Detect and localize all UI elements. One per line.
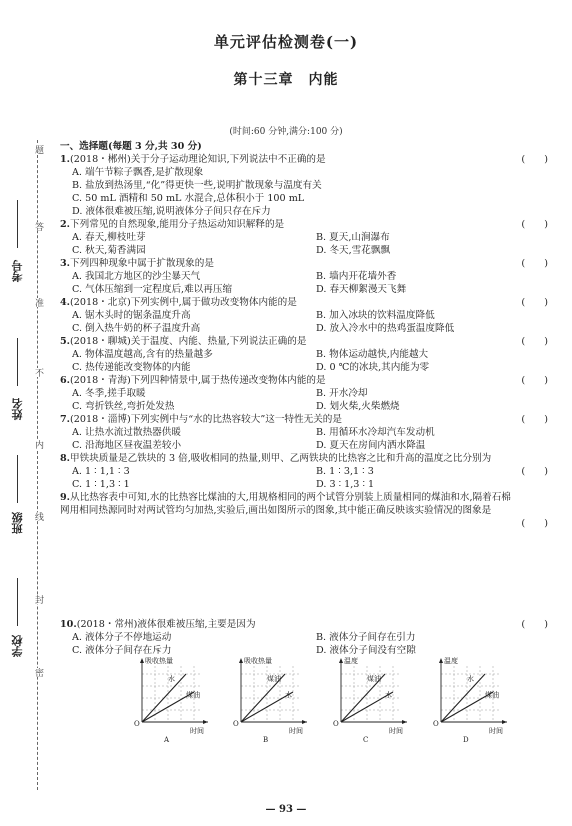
option-list [60,631,560,657]
option[interactable]: D. 放入冷水中的热鸡蛋温度降低 [316,323,455,334]
section-heading: 一、选择题(每题 3 分,共 30 分) [60,141,202,152]
graph-letter: A [164,736,170,744]
y-axis-label: 吸收热量 [244,657,272,665]
question-number: 2. [60,219,71,230]
y-axis-label: 温度 [444,657,458,665]
x-axis-arrow [502,720,507,724]
question-stem [60,491,560,517]
field-label-exam-number: 考号 [11,260,24,282]
answer-blank[interactable]: ( ) [521,619,548,630]
graph-letter: D [463,736,469,744]
graph-a [130,656,212,746]
question [60,452,560,491]
question-stem [60,452,560,465]
x-axis-arrow [402,720,407,724]
option[interactable]: A. 端午节粽子飘香,是扩散现象 [72,167,204,178]
question-stem [60,296,560,309]
y-axis-label: 温度 [344,657,358,665]
question-text: (2018・聊城)关于温度、内能、热量,下列说法正确的是 [70,336,307,347]
question-text: (2018・郴州)关于分子运动理论知识,下列说法中不正确的是 [70,154,326,165]
question [60,218,560,257]
series-label-upper: 煤油 [267,675,281,683]
question-stem [60,153,560,166]
option[interactable]: A. 让热水流过散热器供暖 [72,427,181,438]
graph-space [60,517,560,618]
question-text: 下列常见的自然现象,能用分子热运动知识解释的是 [70,219,285,230]
question-stem [60,413,560,426]
option[interactable]: D. 液体分子间没有空隙 [316,645,416,656]
question-text: (2018・北京)下列实例中,属于做功改变物体内能的是 [70,297,297,308]
option[interactable]: A. 冬季,搓手取暖 [72,388,146,399]
answer-blank[interactable]: ( ) [521,375,548,386]
y-axis-label: 吸收热量 [145,657,173,665]
question-text: (2018・常州)液体很难被压缩,主要是因为 [76,619,256,630]
option[interactable]: D. 3 ∶ 1,3 ∶ 1 [316,479,375,490]
option-list [60,309,560,335]
answer-blank[interactable]: ( ) [521,466,548,477]
option[interactable]: D. 0 ℃的冰块,其内能为零 [316,362,430,373]
answer-blank[interactable]: ( ) [521,414,548,425]
seal-char: 封 [33,595,43,604]
y-axis-arrow [140,658,144,663]
graph-d [429,656,511,746]
field-line-exam-number[interactable] [17,200,18,248]
option[interactable]: C. 秋天,菊香满园 [72,245,146,256]
question [60,296,560,335]
series-label-upper: 煤油 [367,675,381,683]
option[interactable]: B. 夏天,山涧瀑布 [316,232,390,243]
option[interactable]: B. 加入冰块的饮料温度降低 [316,310,435,321]
question-number: 10. [60,619,77,630]
seal-char: 密 [33,668,43,677]
question [60,335,560,374]
option[interactable]: A. 锯木头时的锯条温度升高 [72,310,191,321]
option[interactable]: D. 冬天,雪花飘飘 [316,245,391,256]
series-label-lower: 煤油 [186,691,200,699]
option[interactable]: C. 热传递能改变物体的内能 [72,362,191,373]
option[interactable]: D. 夏天在房间内洒水降温 [316,440,426,451]
option[interactable]: A. 春天,柳枝吐芽 [72,232,146,243]
series-label-upper: 水 [467,675,474,683]
question-number: 4. [60,297,71,308]
option[interactable]: B. 开水冷却 [316,388,368,399]
graph-plot [229,656,311,734]
x-axis-label: 时间 [389,727,403,735]
seal-char: 线 [33,512,43,521]
x-axis-arrow [302,720,307,724]
question-number: 3. [60,258,71,269]
x-axis-label: 时间 [489,727,503,735]
question-text: 甲铁块质量是乙铁块的 3 倍,吸收相同的热量,则甲、乙两铁块的比热容之比和升高的温度之比分别为 [70,453,492,464]
answer-blank[interactable]: ( ) [521,154,548,165]
graph-c [329,656,411,746]
exam-meta: (时间:60 分钟,满分:100 分) [229,127,343,137]
option[interactable]: A. 液体分子不停地运动 [72,632,172,643]
option[interactable]: B. 墙内开花墙外香 [316,271,397,282]
option[interactable]: D. 液体很难被压缩,说明液体分子间只存在斥力 [72,206,271,217]
option[interactable]: B. 物体运动越快,内能越大 [316,349,429,360]
question-stem [60,618,560,631]
option[interactable]: C. 弯折铁丝,弯折处发热 [72,401,175,412]
page-number: — 93 — [265,804,307,815]
field-line-class[interactable] [17,455,18,503]
seal-char: 准 [33,298,43,307]
question-text: 从比热容表中可知,水的比热容比煤油的大,用规格相同的两个试管分别装上质量相同的煤油和水,隔着石棉网用相同热源同时对两试管均匀加热,实验后,画出如图所示的图象,其中能正确反映该实验情况的图象是 [60,492,511,516]
chapter-title: 第十三章 内能 [233,72,339,88]
answer-blank[interactable]: ( ) [521,336,548,347]
question-number: 8. [60,453,71,464]
option-list [60,348,560,374]
option-list [60,387,560,413]
question-stem [60,218,560,231]
option[interactable]: C. 沿海地区昼夜温差较小 [72,440,182,451]
option[interactable]: C. 气体压缩到一定程度后,难以再压缩 [72,284,233,295]
option[interactable]: A. 物体温度越高,含有的热量越多 [72,349,213,360]
graph-letter: B [263,736,269,744]
field-line-name[interactable] [17,338,18,386]
question-stem [60,257,560,270]
option[interactable]: C. 倒入热牛奶的杯子温度升高 [72,323,201,334]
page-title: 单元评估检测卷(一) [213,33,359,51]
question [60,153,560,218]
graph-letter: C [363,736,369,744]
option[interactable]: D. 春天柳絮漫天飞舞 [316,284,407,295]
question-text: 下列四种现象中属于扩散现象的是 [70,258,214,269]
series-label-lower: 水 [285,691,292,699]
option-list [60,270,560,296]
answer-blank[interactable]: ( ) [521,518,548,529]
x-axis-label: 时间 [190,727,204,735]
question-number: 9. [60,492,71,503]
question-number: 6. [60,375,71,386]
option[interactable]: B. 液体分子间存在引力 [316,632,416,643]
option-list [60,231,560,257]
question [60,257,560,296]
y-axis-arrow [239,658,243,663]
q9-graphs [130,656,510,746]
question [60,618,560,657]
graph-b [229,656,311,746]
seal-dashed-line [37,140,38,790]
graph-plot [329,656,411,734]
origin-label: O [134,720,140,728]
answer-blank[interactable]: ( ) [521,258,548,269]
series-label-upper: 水 [168,675,175,683]
answer-blank[interactable]: ( ) [521,297,548,308]
question [60,413,560,452]
y-axis-arrow [439,658,443,663]
answer-blank[interactable]: ( ) [521,219,548,230]
option[interactable]: C. 50 mL 酒精和 50 mL 水混合,总体积小于 100 mL [72,193,305,204]
series-label-lower: 煤油 [485,691,499,699]
field-line-school[interactable] [17,578,18,626]
option-list [60,166,560,218]
x-axis-label: 时间 [289,727,303,735]
y-axis-arrow [339,658,343,663]
option[interactable]: A. 1 ∶ 1,1 ∶ 3 [72,466,130,477]
option[interactable]: C. 1 ∶ 1,3 ∶ 1 [72,479,130,490]
origin-label: O [333,720,339,728]
seal-char: 题 [33,145,43,154]
question-stem [60,374,560,387]
option[interactable]: B. 用循环水冷却汽车发动机 [316,427,435,438]
question-number: 7. [60,414,71,425]
question-text: (2018・青海)下列四种情景中,属于热传递改变物体内能的是 [70,375,326,386]
option-list [60,426,560,452]
seal-char: 答 [33,222,43,231]
question-list [60,140,560,657]
question-number: 1. [60,154,71,165]
option[interactable]: C. 液体分子间存在斥力 [72,645,172,656]
option-list [60,465,560,491]
question [60,491,560,618]
field-label-class: 班级 [11,512,24,534]
seal-char: 内 [33,440,43,449]
x-axis-arrow [203,720,208,724]
origin-label: O [233,720,239,728]
field-label-school: 学校 [11,635,24,657]
seal-char: 不 [33,368,43,377]
option[interactable]: D. 划火柴,火柴燃烧 [316,401,400,412]
question-number: 5. [60,336,71,347]
option[interactable]: B. 盐放到热汤里,“化”得更快一些,说明扩散现象与温度有关 [72,180,322,191]
option[interactable]: B. 1 ∶ 3,1 ∶ 3 [316,466,374,477]
question [60,374,560,413]
question-stem [60,335,560,348]
question-text: (2018・淄博)下列实例中与“水的比热容较大”这一特性无关的是 [70,414,342,425]
option[interactable]: A. 我国北方地区的沙尘暴天气 [72,271,201,282]
series-label-lower: 水 [385,691,392,699]
field-label-name: 姓名 [11,398,24,420]
origin-label: O [433,720,439,728]
